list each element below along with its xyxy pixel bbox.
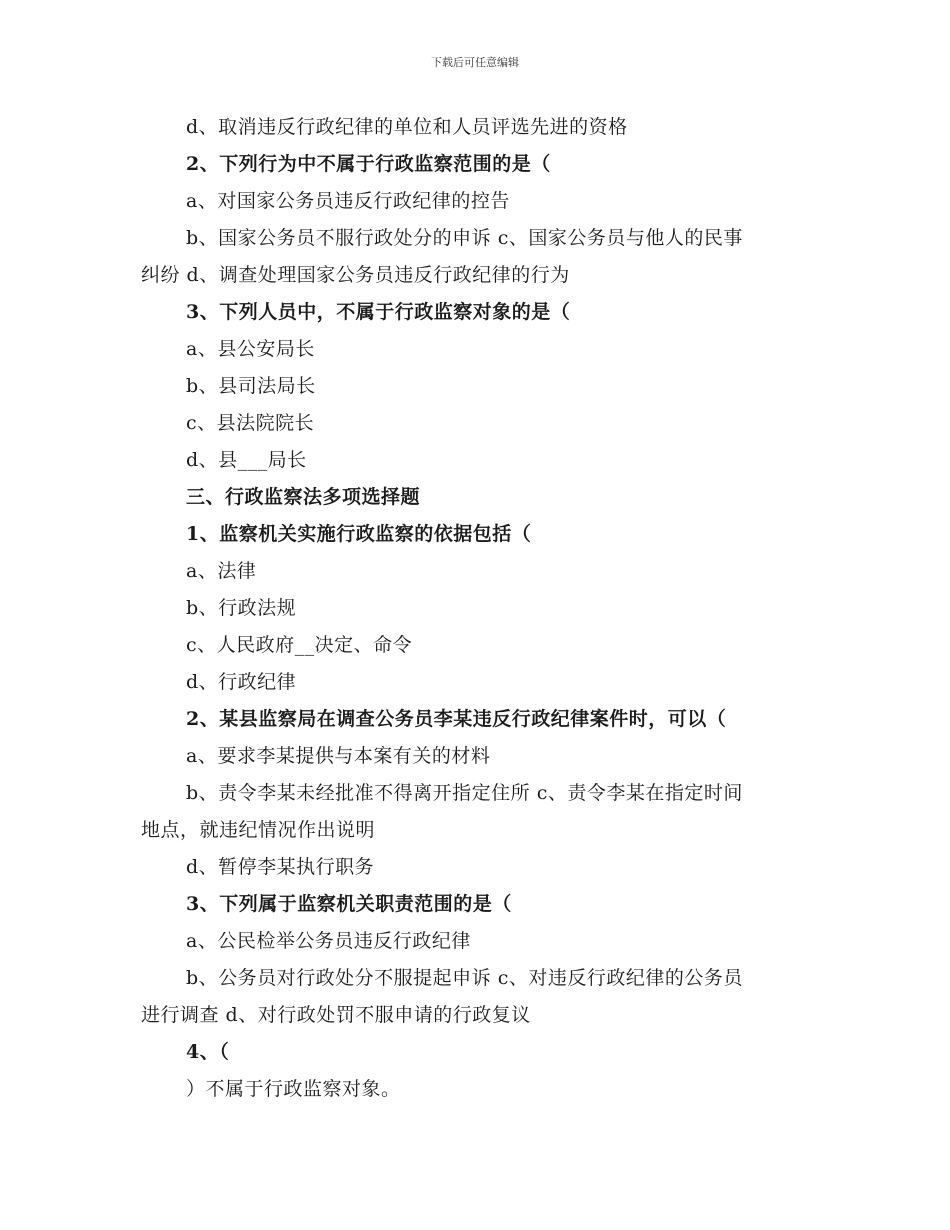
text-line: d、行政纪律 — [186, 671, 297, 693]
question-heading: 2、某县监察局在调查公务员李某违反行政纪律案件时，可以（ — [186, 708, 727, 730]
text-line: d、取消违反行政纪律的单位和人员评选先进的资格 — [186, 116, 628, 138]
text-line: b、县司法局长 — [186, 375, 316, 397]
text-line: a、要求李某提供与本案有关的材料 — [186, 745, 491, 767]
text-line: d、暂停李某执行职务 — [186, 856, 375, 878]
text-line: d、县___局长 — [186, 449, 307, 471]
text-line: a、对国家公务员违反行政纪律的控告 — [186, 190, 510, 212]
text-line: 地点，就违纪情况作出说明 — [141, 819, 376, 841]
text-line: b、公务员对行政处分不服提起申诉 c、对违反行政纪律的公务员 — [186, 967, 743, 989]
text-line: b、国家公务员不服行政处分的申诉 c、国家公务员与他人的民事 — [186, 227, 743, 249]
question-heading: 三、行政监察法多项选择题 — [186, 486, 421, 508]
text-line: 进行调查 d、对行政处罚不服申请的行政复议 — [141, 1004, 531, 1026]
page-header: 下载后可任意编辑 — [431, 56, 519, 69]
text-line: ）不属于行政监察对象。 — [186, 1078, 401, 1100]
text-line: b、行政法规 — [186, 597, 297, 619]
text-line: 纠纷 d、调查处理国家公务员违反行政纪律的行为 — [141, 264, 570, 286]
question-heading: 1、监察机关实施行政监察的依据包括（ — [186, 523, 532, 545]
text-line: a、法律 — [186, 560, 257, 582]
text-line: c、人民政府__决定、命令 — [186, 634, 413, 656]
text-line: a、公民检举公务员违反行政纪律 — [186, 930, 471, 952]
question-heading: 4、（ — [186, 1041, 230, 1063]
document-body — [141, 109, 813, 1108]
question-heading: 2、下列行为中不属于行政监察范围的是（ — [186, 153, 551, 175]
text-line: a、县公安局长 — [186, 338, 315, 360]
question-heading: 3、下列属于监察机关职责范围的是（ — [186, 893, 512, 915]
question-heading: 3、下列人员中，不属于行政监察对象的是（ — [186, 301, 571, 323]
text-line: c、县法院院长 — [186, 412, 315, 434]
text-line: b、责令李某未经批准不得离开指定住所 c、责令李某在指定时间 — [186, 782, 743, 804]
